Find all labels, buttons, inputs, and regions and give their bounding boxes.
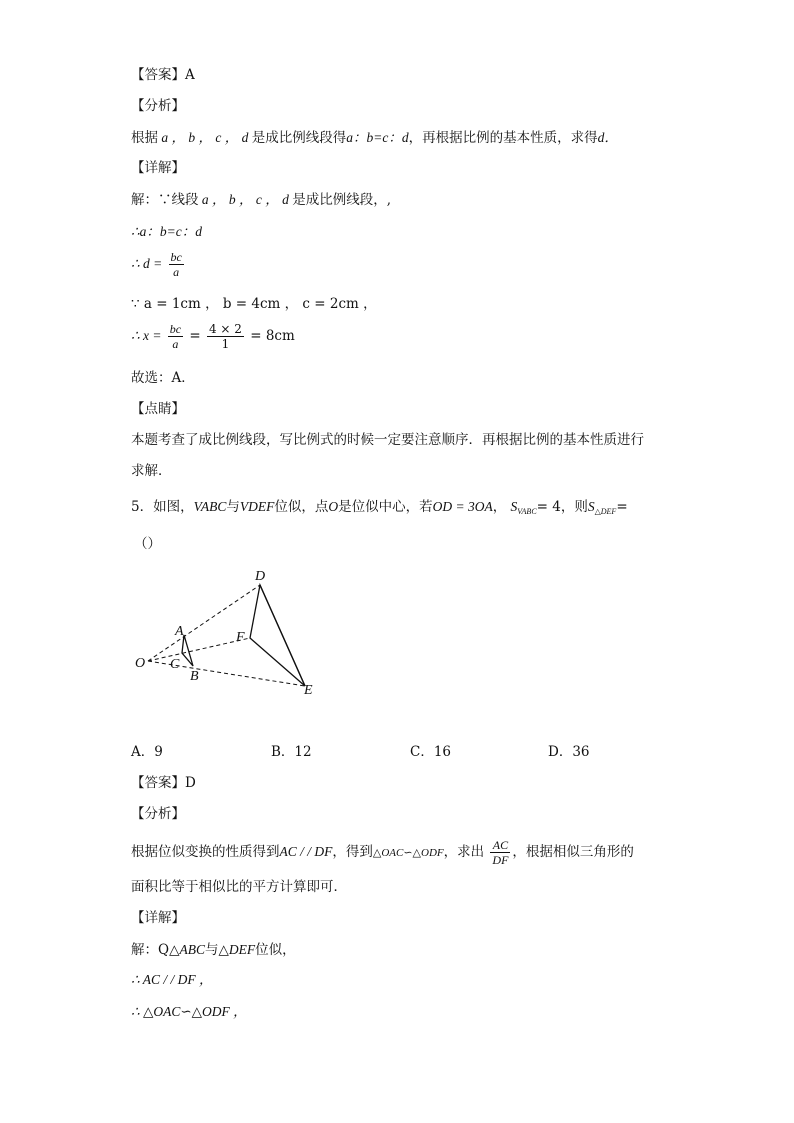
option-c: C．16 xyxy=(410,744,452,760)
label-f: F xyxy=(236,630,245,645)
comment-line-1: 本题考查了成比例线段，写比例式的时候一定要注意顺序．再根据比例的基本性质进行 xyxy=(131,432,644,448)
answer-blank: （） xyxy=(134,536,161,552)
analysis-tag: 【分析】 xyxy=(131,98,185,114)
label-e: E xyxy=(304,683,313,698)
q5-solution-line-2: ∴ AC / / DF ， xyxy=(131,972,213,987)
solution-line-2: ∴a：b=c：d xyxy=(131,224,202,239)
label-d: D xyxy=(255,569,266,584)
fraction-4x2-over-1: $\frac{4 \times 2}{1}$ xyxy=(208,322,242,351)
solution-line-1: 解：∵线段 a ， b ， c ， d 是成比例线段，, xyxy=(131,192,392,208)
ray-of xyxy=(148,638,250,661)
q5-analysis-line-1: 根据位似变换的性质得到AC / / DF，得到△OAC∽△ODF，求出 $\frac{AC}{DF}$ ，根据相似三角形的 xyxy=(131,838,634,867)
comment-line-2: 求解． xyxy=(131,463,172,479)
segment-df xyxy=(260,585,305,686)
label-c: C xyxy=(170,657,180,672)
option-d: D．36 xyxy=(548,744,590,760)
q5-detail-tag: 【详解】 xyxy=(131,910,185,926)
q5-answer-line: 【答案】D xyxy=(131,775,196,791)
fraction-bc-over-a: $\frac{bc}{a}$ xyxy=(169,322,182,351)
answer-line xyxy=(131,65,195,85)
label-a: A xyxy=(175,624,184,639)
geometry-figure xyxy=(130,563,330,703)
q5-analysis-line-2: 面积比等于相似比的平方计算即可． xyxy=(131,879,347,895)
solution-line-3: ∴ d = $\frac{bc}{a}$ xyxy=(131,250,182,279)
question-5-stem: 5．如图，VABC与VDEF位似，点O是位似中心，若OD = 3OA， $S_{VABC}= 4$，则$S_{\triangle DEF}=$ xyxy=(131,499,628,516)
detail-tag: 【详解】 xyxy=(131,160,185,176)
q5-solution-line-1: 解：Q△ABC与△DEF位似， xyxy=(131,942,296,958)
label-b: B xyxy=(190,669,199,684)
answer-value: A xyxy=(185,67,195,83)
option-b: B．12 xyxy=(271,744,312,760)
q5-analysis-tag: 【分析】 xyxy=(131,806,185,822)
solution-line-4: ∵ a = 1cm ， b = 4cm ， c = 2cm ， xyxy=(131,296,377,312)
option-a: A．9 xyxy=(131,744,163,760)
choose-line: 故选：A． xyxy=(131,370,195,386)
triangle-abc xyxy=(182,635,193,666)
fraction-bc-over-a: $\frac{bc}{a}$ xyxy=(170,250,182,279)
fraction-ac-over-df: $\frac{AC}{DF}$ xyxy=(492,838,509,867)
answer-tag: 【答案】 xyxy=(131,67,185,83)
ray-od xyxy=(148,585,260,661)
label-o: O xyxy=(135,656,146,671)
solution-line-5: ∴ x = $\frac{bc}{a}$ = $\frac{4 \times 2}{1}$ = 8cm xyxy=(131,322,295,351)
analysis-text: 根据 a ， b ， c ， d 是成比例线段得a：b=c：d，再根据比例的基本性质，求得d． xyxy=(131,130,618,146)
triangle-def xyxy=(250,585,305,686)
q5-solution-line-3: ∴ △OAC∽△ODF ， xyxy=(131,1004,247,1019)
comment-tag: 【点睛】 xyxy=(131,401,185,417)
